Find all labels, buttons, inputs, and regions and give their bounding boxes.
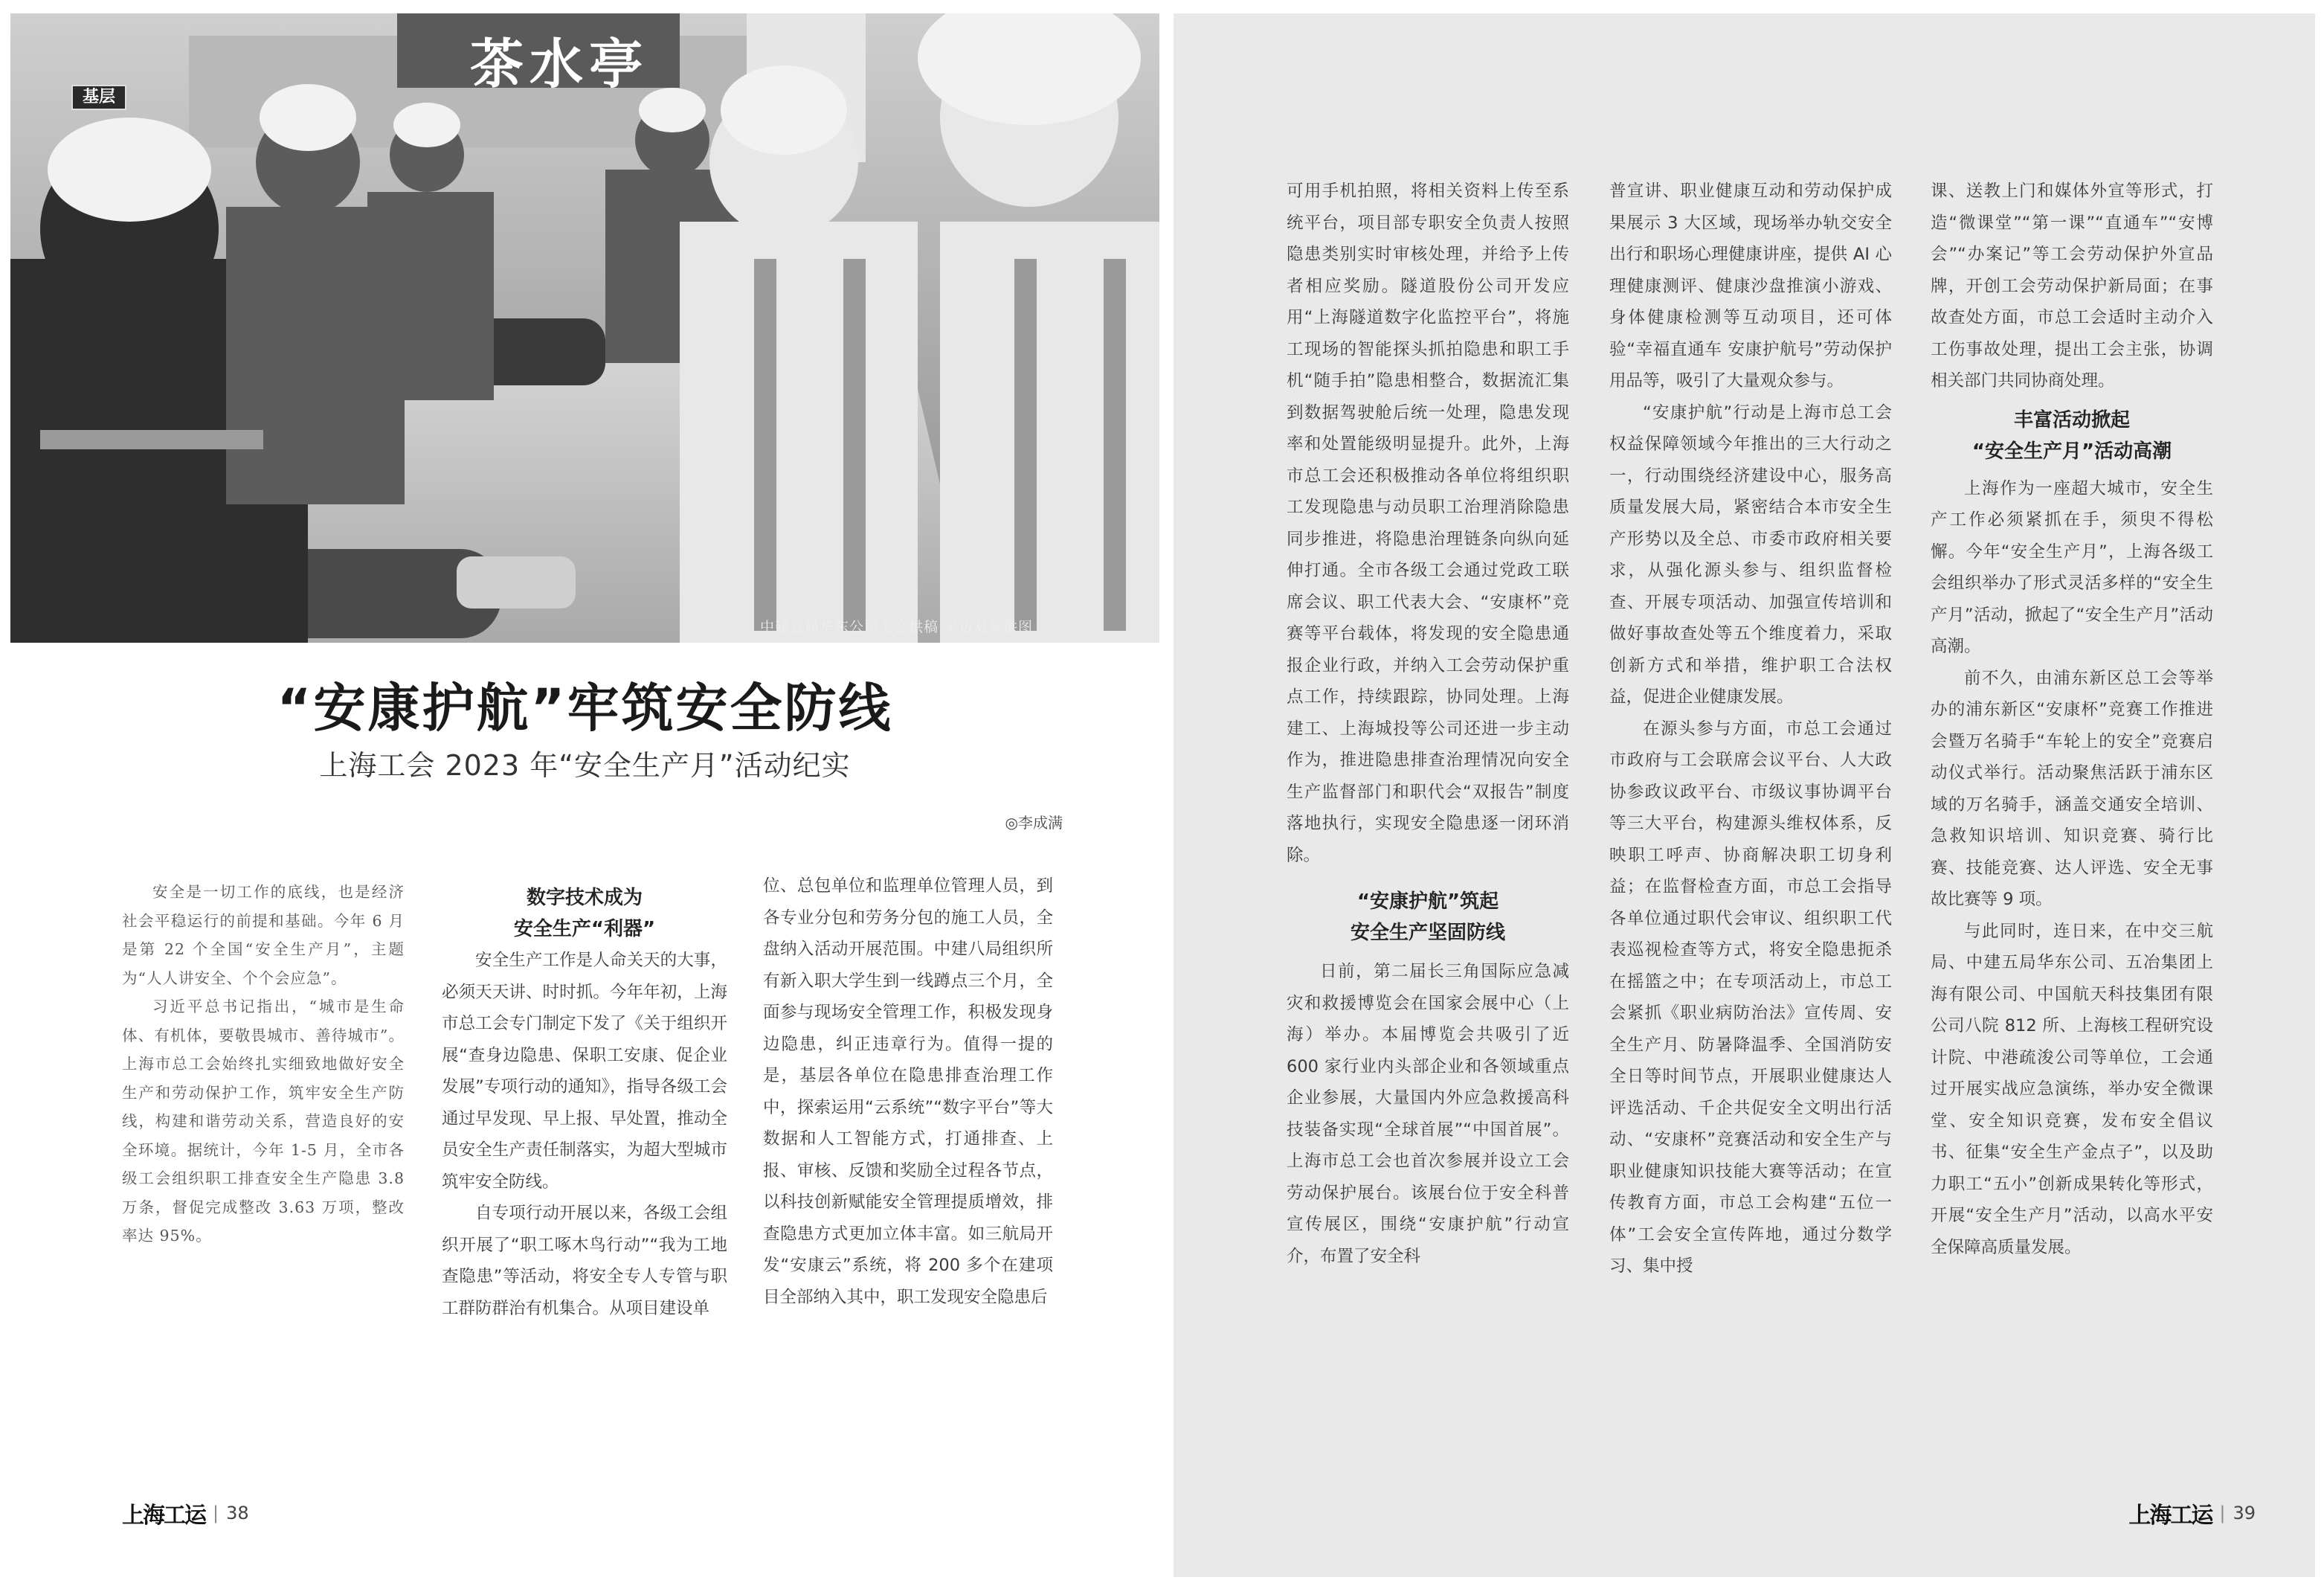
magazine-logo: 上海工运 [122,1503,205,1529]
column-3 [1931,176,2213,1263]
paragraph: 安全生产工作是人命关天的大事，必须天天讲、时时抓。今年年初，上海市总工会专门制定下发了《关于组织开展“查身边隐患、保职工安康、促企业发展”专项行动的通知》，指导各级工会通过早发现、早上报、早处置，推动全员安全生产责任制落实，为超大型城市筑牢安全防线。 [442,951,727,1192]
paragraph: 上海作为一座超大城市，安全生产工作必须紧抓在手，须臾不得松懈。今年“安全生产月”，上海各级工会组织举办了形式灵活多样的“安全生产月”活动，掀起了“安全生产月”活动高潮。 [1931,478,2213,656]
heading-line: 安全生产坚固防线 [1350,922,1505,944]
page-footer [122,1497,249,1529]
section-heading [442,882,727,945]
photo-caption: 中建五局华东公司工会供稿 采访对象供图 [759,619,1033,635]
column-2 [1609,176,1892,1282]
photo-illustration [10,13,1159,643]
booth-sign-text: 茶水亭 [470,32,649,95]
paragraph: 日前，第二届长三角国际应急减灾和救援博览会在国家会展中心（上海）举办。本届博览会共吸引了近 600 家行业内头部企业和各领域重点企业参展，大量国内外应急救援高科技装备实现“全球首展”“中国首展”。上海市总工会也首次参展并设立工会劳动保护展台。该展台位于安全科普宣传展区，围绕“安康护航”行动宣介，布置了安全科 [1287,962,1569,1266]
section-badge: 基层 [71,85,126,110]
article-subheadline: 上海工会 2023 年“安全生产月”活动纪实 [319,749,851,782]
page-footer [2128,1497,2256,1529]
paragraph: 普宣讲、职业健康互动和劳动保护成果展示 3 大区域，现场举办轨交安全出行和职场心理健康讲座，提供 AI 心理健康测评、健康沙盘推演小游戏、身体健康检测等互动项目，还可体验“幸福直通车 安康护航号”劳动保护用品等，吸引了大量观众参与。 [1609,182,1892,391]
paragraph: 位、总包单位和监理单位管理人员，到各专业分包和劳务分包的施工人员，全盘纳入活动开展范围。中建八局组织所有新入职大学生到一线蹲点三个月，全面参与现场安全管理工作，积极发现身边隐患，纠正违章行为。值得一提的是，基层各单位在隐患排查治理工作中，探索运用“云系统”“数字平台”等大数据和人工智能方式，打通排查、上报、审核、反馈和奖励全过程各节点，以科技创新赋能安全管理提质增效，排查隐患方式更加立体丰富。如三航局开发“安康云”系统，将 200 多个在建项目全部纳入其中，职工发现安全隐患后 [763,876,1053,1307]
paragraph: 习近平总书记指出，“城市是生命体、有机体，要敬畏城市、善待城市”。上海市总工会始终扎实细致地做好安全生产和劳动保护工作，筑牢安全生产防线，构建和谐劳动关系，营造良好的安全环境。据统计，今年 1-5 月，全市各级工会组织职工排查安全生产隐患 3.8 万条，督促完成整改 3.63 万项，整改率达 95%。 [122,998,405,1245]
paragraph: 可用手机拍照，将相关资料上传至系统平台，项目部专职安全负责人按照隐患类别实时审核处理，并给予上传者相应奖励。隧道股份公司开发应用“上海隧道数字化监控平台”，将施工现场的智能探头抓拍隐患和职工手机“随手拍”隐患相整合，数据流汇集到数据驾驶舱后统一处理，隐患发现率和处置能级明显提升。此外，上海市总工会还积极推动各单位将组织职工发现隐患与动员职工治理消除隐患同步推进，将隐患治理链条向纵向延伸打通。全市各级工会通过党政工联席会议、职工代表大会、“安康杯”竞赛等平台载体，将发现的安全隐患通报企业行政，并纳入工会劳动保护重点工作，持续跟踪，协同处理。上海建工、上海城投等公司还进一步主动作为，推进隐患排查治理情况向安全生产监督部门和职代会“双报告”制度落地执行，实现安全隐患逐一闭环消除。 [1287,182,1569,865]
right-page [1174,13,2315,1577]
paragraph: 安全是一切工作的底线，也是经济社会平稳运行的前提和基础。今年 6 月是第 22 个全国“安全生产月”，主题为“人人讲安全、个个会应急”。 [122,883,405,987]
footer-separator: | [213,1503,219,1523]
article-headline: “安康护航”牢筑安全防线 [277,678,893,739]
heading-line: 数字技术成为 [526,887,643,909]
column-3 [763,870,1053,1313]
paragraph: 自专项行动开展以来，各级工会组织开展了“职工啄木鸟行动”“我为工地查隐患”等活动，将安全专人专管与职工群防群治有机集合。从项目建设单 [442,1204,727,1318]
heading-line: “安全生产月”活动高潮 [1971,440,2172,463]
paragraph: 与此同时，连日来，在中交三航局、中建五局华东公司、五冶集团上海有限公司、中国航天科技集团有限公司八院 812 所、上海核工程研究设计院、中港疏浚公司等单位，工会通过开展实战应急演练，举办安全微课堂、安全知识竞赛，发布安全倡议书、征集“安全生产金点子”，以及助力职工“五小”创新成果转化等形式，开展“安全生产月”活动，以高水平安全保障高质量发展。 [1931,921,2213,1257]
paragraph: 课、送教上门和媒体外宣等形式，打造“微课堂”“第一课”“直通车”“安博会”“办案记”等工会劳动保护外宣品牌，开创工会劳动保护新局面；在事故查处方面，市总工会适时主动介入工伤事故处理，提出工会主张，协调相关部门共同协商处理。 [1931,182,2213,391]
author-byline: ◎李成满 [1005,814,1063,832]
header-photo [10,13,1159,643]
footer-separator: | [2219,1503,2226,1523]
page-number: 39 [2233,1503,2256,1523]
section-heading [1931,405,2213,467]
column-1 [1287,176,1569,1272]
intro-column [122,878,405,1250]
paragraph: 在源头参与方面，市总工会通过市政府与工会联席会议平台、人大政协参政议政平台、市级议事协调平台等三大平台，构建源头维权体系，反映职工呼声、协商解决职工切身利益；在监督检查方面，市总工会指导各单位通过职代会审议、组织职工代表巡视检查等方式，将安全隐患扼杀在摇篮之中；在专项活动上，市总工会紧抓《职业病防治法》宣传周、安全生产月、防暑降温季、全国消防安全日等时间节点，开展职业健康达人评选活动、千企共促安全文明出行活动、“安康杯”竞赛活动和安全生产与职业健康知识技能大赛等活动；在宣传教育方面，市总工会构建“五位一体”工会安全宣传阵地，通过分数学习、集中授 [1609,719,1892,1276]
heading-line: 丰富活动掀起 [2013,408,2130,431]
page-number: 38 [226,1503,249,1523]
paragraph: 前不久，由浦东新区总工会等举办的浦东新区“安康杯”竞赛工作推进会暨万名骑手“车轮上的安全”竞赛启动仪式举行。活动聚焦活跃于浦东区域的万名骑手，涵盖交通安全培训、急救知识培训、知识竞赛、骑行比赛、技能竞赛、达人评选、安全无事故比赛等 9 项。 [1931,668,2213,909]
left-page [10,13,1159,1577]
column-2 [442,882,727,1324]
magazine-logo: 上海工运 [2128,1503,2212,1529]
heading-line: 安全生产“利器” [513,918,656,940]
heading-line: “安康护航”筑起 [1356,890,1499,913]
section-heading [1287,886,1569,948]
paragraph: “安康护航”行动是上海市总工会权益保障领域今年推出的三大行动之一，行动围绕经济建设中心，服务高质量发展大局，紧密结合本市安全生产形势以及全总、市委市政府相关要求，从强化源头参与、组织监督检查、开展专项活动、加强宣传培训和做好事故查处等五个维度着力，采取创新方式和举措，维护职工合法权益，促进企业健康发展。 [1609,402,1892,707]
